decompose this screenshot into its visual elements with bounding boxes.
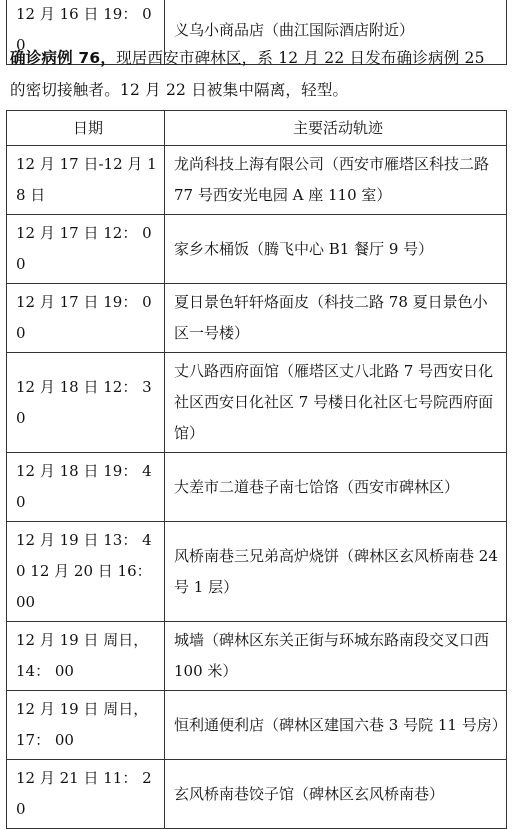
activity-cell: 丈八路西府面馆（雁塔区丈八北路 7 号西安日化社区西安日化社区 7 号楼日化社区七号院西府面馆） [165, 353, 507, 453]
table-row [7, 622, 507, 691]
table-row [7, 215, 507, 284]
case-text: 现居西安市碑林区，系 12 月 22 日发布确诊病例 25 的密切接触者。12 月 22 日被集中隔离，轻型。 [10, 49, 485, 99]
activity-cell: 大差市二道巷子南七饸饹（西安市碑林区） [165, 453, 507, 522]
table-row [7, 522, 507, 622]
table-row [7, 284, 507, 353]
date-cell: 12 月 18 日 12： 30 [7, 353, 165, 453]
table-row [7, 146, 507, 215]
date-cell: 12 月 17 日 12： 00 [7, 215, 165, 284]
date-cell: 12 月 21 日 11： 20 [7, 760, 165, 829]
table-row [7, 691, 507, 760]
date-cell: 12 月 19 日 13： 40 12 月 20 日 16： 00 [7, 522, 165, 622]
case-description [10, 42, 504, 106]
date-cell: 12 月 19 日 周日， 14： 00 [7, 622, 165, 691]
activity-cell: 龙尚科技上海有限公司（西安市雁塔区科技二路 77 号西安光电园 A 座 110 室） [165, 146, 507, 215]
case-label: 确诊病例 76， [10, 49, 117, 67]
activity-cell: 恒利通便利店（碑林区建国六巷 3 号院 11 号房） [165, 691, 507, 760]
activity-table [6, 110, 507, 829]
activity-cell: 家乡木桶饭（腾飞中心 B1 餐厅 9 号） [165, 215, 507, 284]
table-row [7, 453, 507, 522]
table-row [7, 760, 507, 829]
date-cell: 12 月 19 日 周日， 17： 00 [7, 691, 165, 760]
date-cell: 12 月 17 日-12 月 18 日 [7, 146, 165, 215]
date-cell: 12 月 16 日 19： 00 [7, 0, 165, 65]
activity-cell: 城墙（碑林区东关正街与环城东路南段交叉口西 100 米） [165, 622, 507, 691]
activity-cell: 玄风桥南巷饺子馆（碑林区玄风桥南巷） [165, 760, 507, 829]
header-activity: 主要活动轨迹 [165, 111, 507, 146]
date-cell: 12 月 18 日 19： 40 [7, 453, 165, 522]
activity-cell: 夏日景色轩轩烙面皮（科技二路 78 夏日景色小区一号楼） [165, 284, 507, 353]
date-cell: 12 月 17 日 19： 00 [7, 284, 165, 353]
activity-cell: 义乌小商品店（曲江国际酒店附近） [165, 0, 507, 65]
table-row [7, 353, 507, 453]
activity-cell: 风桥南巷三兄弟高炉烧饼（碑林区玄风桥南巷 24 号 1 层） [165, 522, 507, 622]
header-date: 日期 [7, 111, 165, 146]
table-header-row [7, 111, 507, 146]
